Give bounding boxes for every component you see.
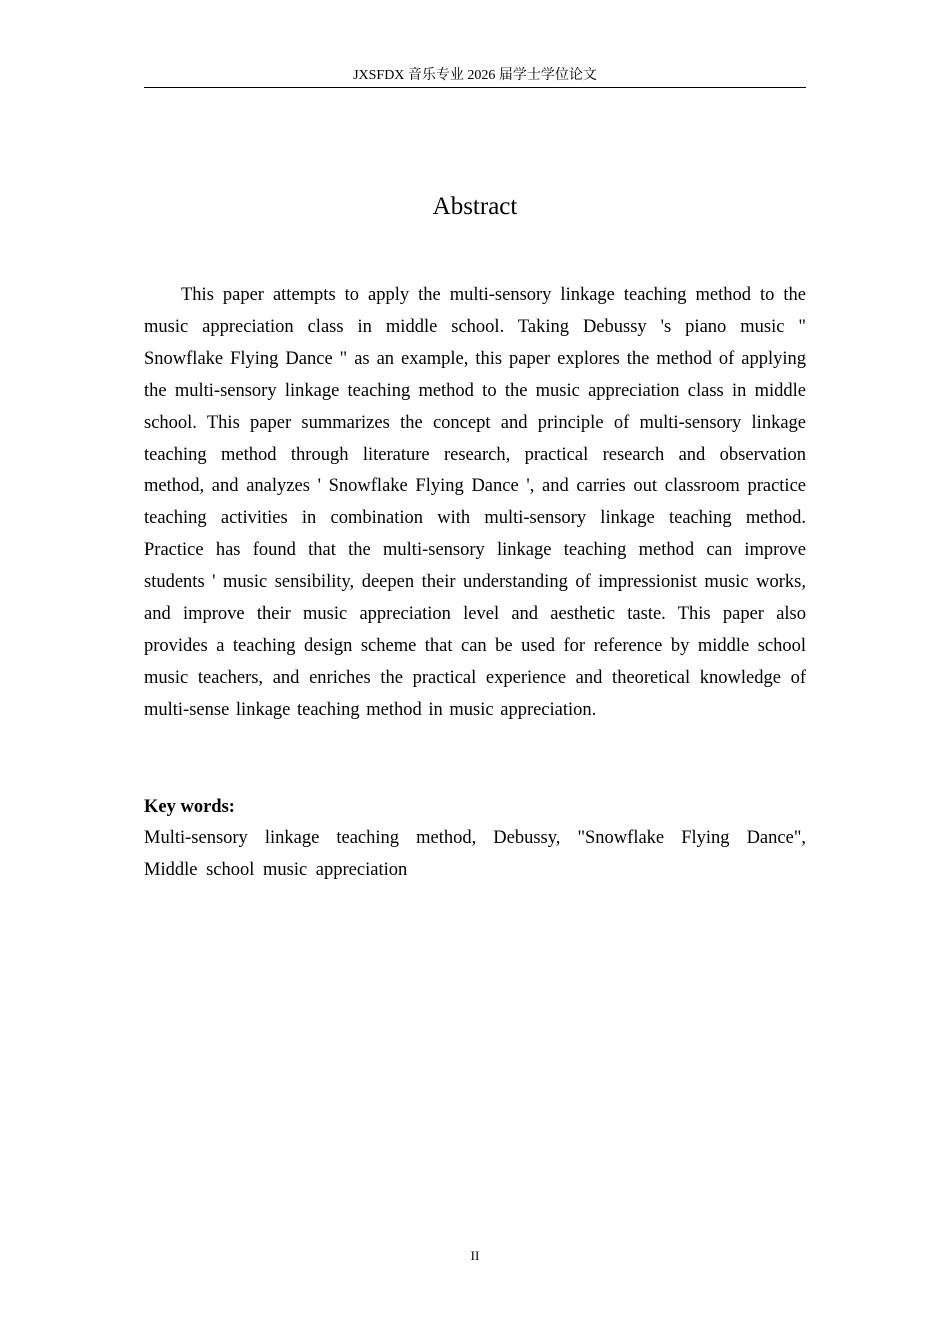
- keywords-label: Key words:: [144, 797, 235, 817]
- header-rule: [144, 87, 806, 88]
- abstract-title: Abstract: [432, 193, 518, 220]
- page-number: II: [470, 1248, 480, 1263]
- keywords-text: Multi-sensory linkage teaching method, Debussy, "Snowflake Flying Dance", Middle school music appreciation: [144, 828, 806, 880]
- abstract-body: This paper attempts to apply the multi-sensory linkage teaching method to the music appreciation class in middle school. Taking Debussy 's piano music " Snowflake Flying Dance " as an example, this paper explores the method of applying the multi-sensory linkage teaching method to the music appreciation class in middle school. This paper summarizes the concept and principle of multi-sensory linkage teaching method through literature research, practical research and observation method, and analyzes ' Snowflake Flying Dance ', and carries out classroom practice teaching activities in combination with multi-sensory linkage teaching method. Practice has found that the multi-sensory linkage teaching method can improve students ' music sensibility, deepen their understanding of impressionist music works, and improve their music appreciation level and aesthetic taste. This paper also provides a teaching design scheme that can be used for reference by middle school music teachers, and enriches the practical experience and theoretical knowledge of multi-sense linkage teaching method in music appreciation.: [144, 285, 806, 720]
- running-header: JXSFDX 音乐专业 2026 届学士学位论文: [353, 68, 597, 83]
